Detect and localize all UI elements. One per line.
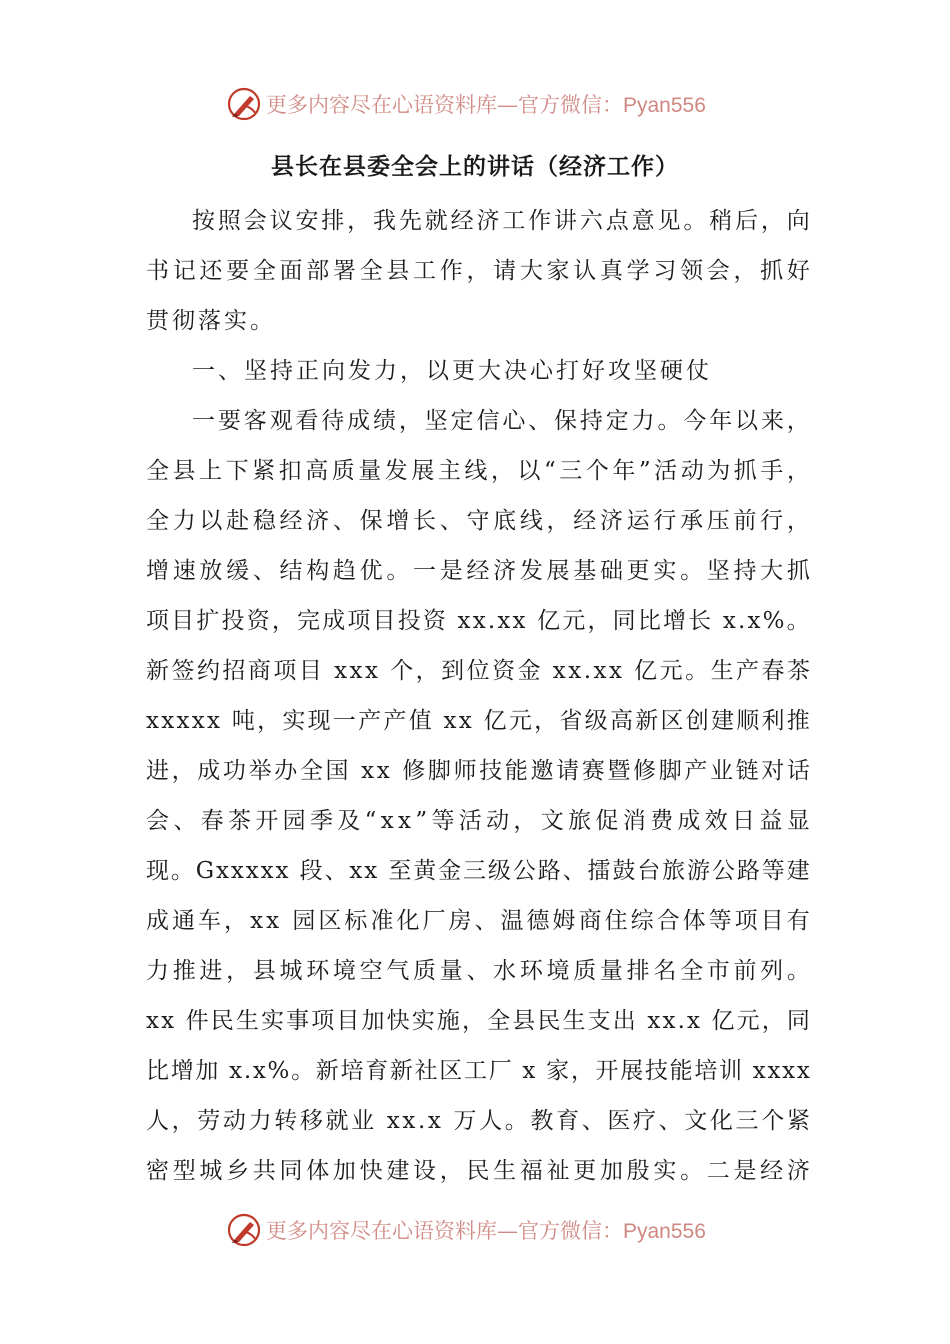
body-text-line: 项 目 扩 投 资 ， 完 成 项 目 投 资 x x . x x 亿 元 ， 同 比 增 长 x . x % 。 xyxy=(146,608,810,634)
body-text-line: 按 照 会 议 安 排 ， 我 先 就 经 济 工 作 讲 六 点 意 见 。 稍 后 ， 向 xyxy=(192,208,810,234)
watermark-text: 更多内容尽在心语资料库—官方微信：Pyan556 xyxy=(266,93,706,117)
body-text-line: 一、坚持正向发力，以更大决心打好攻坚硬仗 xyxy=(192,358,712,384)
body-text-line: 全 县 上 下 紧 扣 高 质 量 发 展 主 线 ， 以 “ 三 个 年 ” 活 动 为 抓 手 ， xyxy=(146,458,810,484)
body-text-line: x x 件 民 生 实 事 项 目 加 快 实 施 ， 全 县 民 生 支 出 x x . x 亿 元 ， 同 xyxy=(146,1008,810,1034)
body-text-line: 人 ， 劳 动 力 转 移 就 业 x x . x 万 人 。 教 育 、 医 疗 、 文 化 三 个 紧 xyxy=(146,1108,810,1134)
body-text-line: 进 ， 成 功 举 办 全 国 x x 修 脚 师 技 能 邀 请 赛 暨 修 脚 产 业 链 对 话 xyxy=(146,758,810,784)
body-text-line: x x x x x 吨 ， 实 现 一 产 产 值 x x 亿 元 ， 省 级 高 新 区 创 建 顺 利 推 xyxy=(146,708,810,734)
body-text-line: 现 。 G x x x x x 段 、 x x 至 黄 金 三 级 公 路 、 擂 鼓 台 旅 游 公 路 等 建 xyxy=(146,858,810,884)
body-text-line: 贯彻落实。 xyxy=(146,308,276,334)
document-body xyxy=(146,196,810,1196)
body-text-line: 会 、 春 茶 开 园 季 及 “ x x ” 等 活 动 ， 文 旅 促 消 费 成 效 日 益 显 xyxy=(146,808,810,834)
body-text-line: 比 增 加 x . x % 。 新 培 育 新 社 区 工 厂 x 家 ， 开 展 技 能 培 训 x x x x xyxy=(146,1058,810,1084)
wechat-id: Pyan556 xyxy=(623,1220,706,1243)
pen-logo-icon xyxy=(226,1212,262,1248)
body-text-line: 密 型 城 乡 共 同 体 加 快 建 设 ， 民 生 福 祉 更 加 殷 实 。 二 是 经 济 xyxy=(146,1158,810,1184)
watermark-text: 更多内容尽在心语资料库—官方微信：Pyan556 xyxy=(266,1219,706,1243)
body-text-line: 书 记 还 要 全 面 部 署 全 县 工 作 ， 请 大 家 认 真 学 习 领 会 ， 抓 好 xyxy=(146,258,810,284)
body-text-line: 全 力 以 赴 稳 经 济 、 保 增 长 、 守 底 线 ， 经 济 运 行 承 压 前 行 ， xyxy=(146,508,810,534)
footer-watermark-banner xyxy=(226,1210,726,1250)
body-text-line: 成 通 车 ， x x 园 区 标 准 化 厂 房 、 温 德 姆 商 住 综 合 体 等 项 目 有 xyxy=(146,908,810,934)
body-text-line: 增 速 放 缓 、 结 构 趋 优 。 一 是 经 济 发 展 基 础 更 实 。 坚 持 大 抓 xyxy=(146,558,810,584)
body-text-line: 新 签 约 招 商 项 目 x x x 个 ， 到 位 资 金 x x . x x 亿 元 。 生 产 春 茶 xyxy=(146,658,810,684)
body-text-line: 力 推 进 ， 县 城 环 境 空 气 质 量 、 水 环 境 质 量 排 名 全 市 前 列 。 xyxy=(146,958,810,984)
pen-logo-icon xyxy=(226,86,262,122)
wechat-id: Pyan556 xyxy=(623,94,706,117)
body-text-line: 一 要 客 观 看 待 成 绩 ， 坚 定 信 心 、 保 持 定 力 。 今 年 以 来 ， xyxy=(192,408,810,434)
document-title: 县长在县委全会上的讲话（经济工作） xyxy=(271,154,679,180)
header-watermark-banner xyxy=(226,84,726,124)
